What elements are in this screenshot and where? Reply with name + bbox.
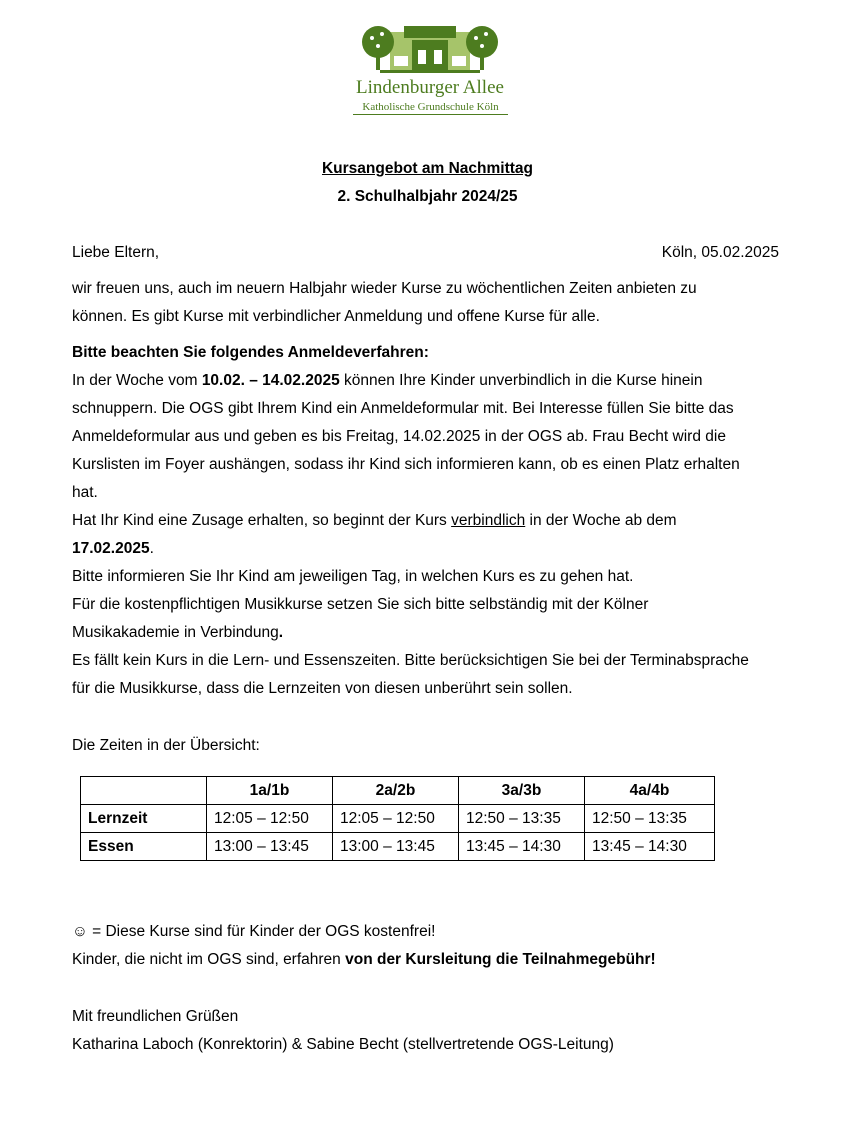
procedure-line-9: Für die kostenpflichtigen Musikkurse setzen Sie sich bitte selbständig mit der Kölner [72,596,649,613]
logo-title: Lindenburger Allee [356,77,504,98]
table-header-cell: 3a/3b [459,777,585,805]
closing-greeting: Mit freundlichen Grüßen [72,1008,239,1025]
table-row [81,805,715,833]
table-header-row [81,777,715,805]
procedure-line-2: schnuppern. Die OGS gibt Ihrem Kind ein Anmeldeformular mit. Bei Interesse füllen Sie bitte das [72,400,734,417]
logo-subtitle: Katholische Grundschule Köln [353,101,508,115]
signature: Katharina Laboch (Konrektorin) & Sabine Becht (stellvertretende OGS-Leitung) [72,1036,614,1053]
school-building-icon [360,22,500,74]
procedure-line-1: In der Woche vom 10.02. – 14.02.2025 können Ihre Kinder unverbindlich in die Kurse hinein [72,372,703,389]
document-subtitle: 2. Schulhalbjahr 2024/25 [337,188,518,205]
row-label: Lernzeit [81,805,207,833]
table-cell: 12:50 – 13:35 [459,805,585,833]
row-label: Essen [81,833,207,861]
procedure-line-5: hat. [72,484,98,501]
table-row [81,833,715,861]
letter-date: Köln, 05.02.2025 [661,244,779,261]
table-cell: 13:00 – 13:45 [207,833,333,861]
salutation: Liebe Eltern, [72,244,160,261]
procedure-line-11: Es fällt kein Kurs in die Lern- und Essenszeiten. Bitte berücksichtigen Sie bei der Terminabsprache [72,652,749,669]
table-cell: 12:05 – 12:50 [333,805,459,833]
intro-line-1: wir freuen uns, auch im neuern Halbjahr wieder Kurse zu wöchentlichen Zeiten anbieten zu [72,280,697,297]
intro-line-2: können. Es gibt Kurse mit verbindlicher Anmeldung und offene Kurse für alle. [72,308,600,325]
table-cell: 13:00 – 13:45 [333,833,459,861]
procedure-line-12: für die Musikkurse, dass die Lernzeiten von diesen unberührt sein sollen. [72,680,573,697]
document-title: Kursangebot am Nachmittag [321,160,533,177]
times-intro: Die Zeiten in der Übersicht: [72,737,260,754]
procedure-line-4: Kurslisten im Foyer aushängen, sodass ihr Kind sich informieren kann, ob es einen Platz erhalten [72,456,740,473]
school-logo [345,22,515,122]
table-header-cell: 1a/1b [207,777,333,805]
procedure-line-6: Hat Ihr Kind eine Zusage erhalten, so beginnt der Kurs verbindlich in der Woche ab dem [72,512,677,529]
fee-note: Kinder, die nicht im OGS sind, erfahren von der Kursleitung die Teilnahmegebühr! [72,951,656,968]
procedure-heading: Bitte beachten Sie folgendes Anmeldeverfahren: [72,344,429,361]
table-cell: 12:05 – 12:50 [207,805,333,833]
table-header-cell: 4a/4b [585,777,715,805]
procedure-line-3: Anmeldeformular aus und geben es bis Freitag, 14.02.2025 in der OGS ab. Frau Becht wird die [72,428,726,445]
table-header-cell: 2a/2b [333,777,459,805]
procedure-line-8: Bitte informieren Sie Ihr Kind am jeweiligen Tag, in welchen Kurs es zu gehen hat. [72,568,634,585]
procedure-line-10: Musikakademie in Verbindung. [72,624,284,641]
table-cell: 13:45 – 14:30 [585,833,715,861]
table-header-cell [81,777,207,805]
procedure-line-7: 17.02.2025. [72,540,154,557]
free-note: ☺ = Diese Kurse sind für Kinder der OGS kostenfrei! [72,923,436,940]
table-cell: 12:50 – 13:35 [585,805,715,833]
table-cell: 13:45 – 14:30 [459,833,585,861]
times-table [80,776,715,861]
